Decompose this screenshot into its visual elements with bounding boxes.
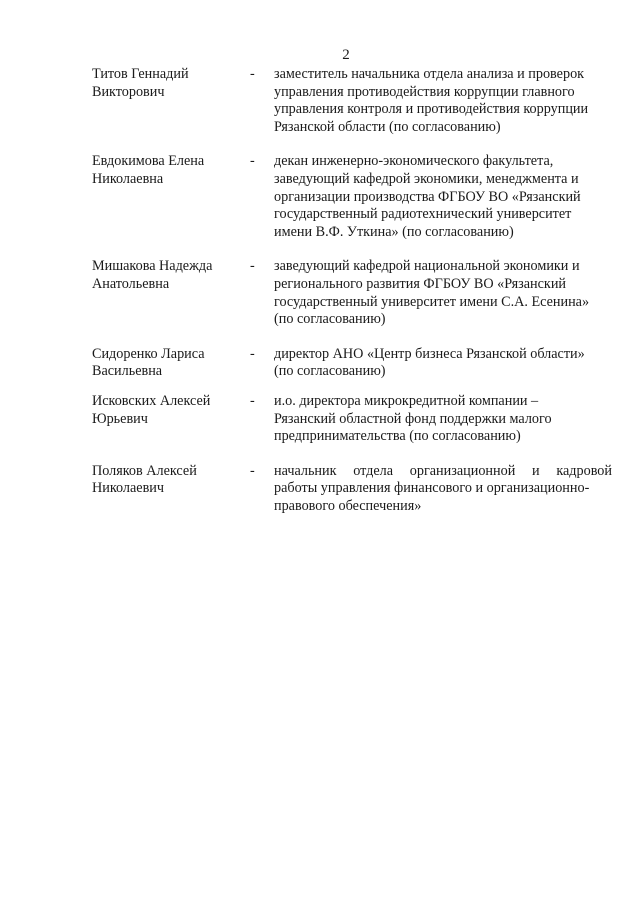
member-name <box>92 153 250 188</box>
member-position-line: организации производства ФГБОУ ВО «Рязанский <box>274 188 581 205</box>
member-position-line: декан инженерно-экономического факультета, <box>274 153 554 170</box>
member-position-line: Рязанской области (по согласованию) <box>274 118 501 135</box>
member-position-line: государственный университет имени С.А. Есенина» <box>274 293 590 310</box>
member-name-line: Поляков Алексей <box>92 462 197 479</box>
member-name <box>92 346 250 381</box>
member-entry <box>92 393 612 446</box>
member-name-line: Николаевна <box>92 170 164 187</box>
dash-separator: - <box>250 258 255 275</box>
member-name-line: Евдокимова Елена <box>92 153 205 170</box>
member-position <box>274 463 612 516</box>
dash-separator: - <box>250 66 255 82</box>
member-position <box>274 153 612 241</box>
member-name <box>92 463 250 498</box>
member-entry <box>92 346 612 381</box>
member-list <box>92 66 612 515</box>
page-number: 2 <box>342 47 350 63</box>
member-position <box>274 66 612 136</box>
dash-separator: - <box>250 462 255 479</box>
member-position-line: Рязанский областной фонд поддержки малого <box>274 410 552 427</box>
member-name-line: Исковских Алексей <box>92 392 211 409</box>
member-entry <box>92 258 612 328</box>
member-entry <box>92 153 612 241</box>
member-position-line: начальник отдела организационной и кадровой <box>274 462 612 479</box>
member-position-line: работы управления финансового и организационно- <box>274 480 590 497</box>
member-name <box>92 66 250 101</box>
member-entry <box>92 463 612 516</box>
member-position-line: правового обеспечения» <box>274 497 422 514</box>
dash-separator: - <box>250 345 255 362</box>
member-position-line: управления противодействия коррупции главного <box>274 83 575 100</box>
member-position-line: и.о. директора микрокредитной компании – <box>274 392 539 409</box>
member-position <box>274 346 612 381</box>
dash-separator: - <box>250 153 255 170</box>
member-name-line: Сидоренко Лариса <box>92 345 205 362</box>
member-position-line: директор АНО «Центр бизнеса Рязанской области» <box>274 345 585 362</box>
member-position-line: имени В.Ф. Уткина» (по согласованию) <box>274 223 514 240</box>
member-position-line: предпринимательства (по согласованию) <box>274 428 521 445</box>
member-position-line: (по согласованию) <box>274 311 386 328</box>
member-name-line: Юрьевич <box>92 410 148 427</box>
member-position <box>274 258 612 328</box>
member-position-line: государственный радиотехнический университет <box>274 206 572 223</box>
member-name-line: Анатольевна <box>92 275 170 292</box>
member-name-line: Викторович <box>92 83 165 100</box>
member-name-line: Васильевна <box>92 363 163 380</box>
member-name <box>92 393 250 428</box>
member-entry <box>92 66 612 136</box>
dash-separator: - <box>250 392 255 409</box>
member-name-line: Титов Геннадий <box>92 66 189 82</box>
member-position-line: (по согласованию) <box>274 363 386 380</box>
member-position-line: заведующий кафедрой национальной экономики и <box>274 258 580 275</box>
member-name-line: Николаевич <box>92 480 165 497</box>
member-position-line: заместитель начальника отдела анализа и проверок <box>274 66 585 82</box>
member-position-line: заведующий кафедрой экономики, менеджмента и <box>274 170 579 187</box>
member-position-line: регионального развития ФГБОУ ВО «Рязанский <box>274 275 566 292</box>
member-name-line: Мишакова Надежда <box>92 258 213 275</box>
member-position <box>274 393 612 446</box>
member-position-line: управления контроля и противодействия коррупции <box>274 101 589 118</box>
member-name <box>92 258 250 293</box>
